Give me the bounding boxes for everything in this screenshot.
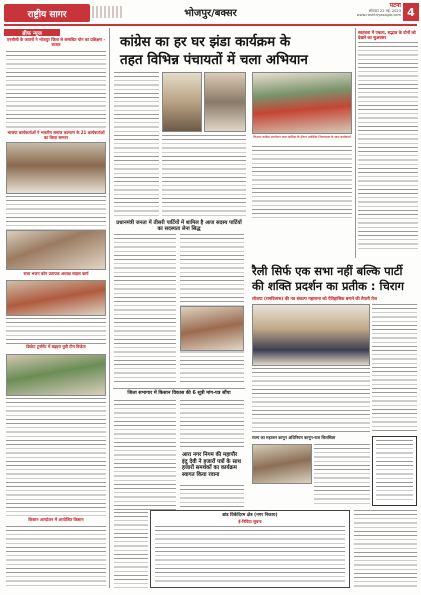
feature-body-right xyxy=(372,304,417,434)
page-number: 4 xyxy=(403,3,419,21)
edition-info xyxy=(357,4,401,18)
column-rule xyxy=(109,28,110,588)
main-subhead: प्रधानमंत्री जनता में तीसरी पार्टियों में शामिल है आज सदस्य पार्टियों का सदस्यता लेना सिद्ध xyxy=(116,220,242,233)
main-headline-line2: तहत विभिन्न पंचायतों में चला अभियान xyxy=(120,52,308,68)
classified-ad-box xyxy=(372,436,417,506)
main-photo-1 xyxy=(162,72,202,132)
bottom-left-body-col2 xyxy=(180,400,244,450)
right-column-rule xyxy=(355,28,356,258)
main-photo-2 xyxy=(204,72,246,132)
date-line: सोमवार 22 मई, 2023 xyxy=(368,8,401,13)
feature-photo xyxy=(252,304,370,366)
notice-subhead: ई-निविदा सूचना xyxy=(238,519,262,524)
paper-logo: राष्ट्रीय सागर xyxy=(4,4,90,22)
feature-headline-line1: रैली सिर्फ एक सभा नहीं बल्कि पार्टी xyxy=(252,264,403,278)
bottom-right-photo xyxy=(252,444,312,484)
bottom-rule xyxy=(113,388,245,389)
main-photo-caption: किशान कांग्रेस आयोजन माना समीक्षा के दौरान उपस्थित जिलाध्यक्ष के साथ कार्यकर्ता xyxy=(253,135,351,139)
bottom-left-body-col3 xyxy=(114,512,148,588)
sub-photo xyxy=(180,306,244,351)
brief-news-header: ब्रीफ न्यूज xyxy=(4,29,60,36)
main-body-col2 xyxy=(162,135,246,218)
left-item2-body xyxy=(6,196,106,230)
left-item3-body xyxy=(6,318,106,344)
bottom-center-body xyxy=(180,485,244,509)
feature-subhead: लोजपा (रामविलास) की नव संकल्प महासभा को ऐतिहासिक बनाने की तैयारी तेज xyxy=(252,296,377,301)
left-item5-body xyxy=(6,526,106,588)
main-headline-line1: कांग्रेस का हर घर झंडा कार्यक्रम के xyxy=(120,34,291,50)
main-group-photo xyxy=(252,72,352,134)
bottom-center-headline: आरा नगर निगम की महापौर इंदु देवी ने हजारों पत्रों के साथ हजारों समर्थकों का कार्यक्रम स्वागत किया रवाना xyxy=(182,452,241,478)
left-photo-3 xyxy=(6,280,106,316)
left-photo-4 xyxy=(6,354,106,396)
left-item1-headline: एनसीसी के जवानों ने भोजपुर जिला से सम्बंधित योग का प्रशिक्षण - बाजार xyxy=(6,37,106,47)
feature-body xyxy=(252,368,370,434)
website: www.rashtriyasagar.com xyxy=(356,13,401,18)
edition-name: पटना xyxy=(389,2,401,9)
left-item1-body xyxy=(6,51,106,129)
sub-body-col1 xyxy=(114,234,176,384)
right-item-body xyxy=(358,42,418,252)
section-title: भोजपुर/बक्सर xyxy=(184,8,237,19)
bottom-right-headline: राज्य का महाजन कानून अधिनियम कानून-राज सिलसिला xyxy=(252,435,336,440)
right-item-headline: स्वतंत्रता में एकता, सद्भाव के दोनों को देखने का सुअवसर xyxy=(358,30,416,40)
left-item5-headline: किसान आन्दोलन में आयोजित किसान xyxy=(28,517,84,522)
left-photo-2 xyxy=(6,230,106,270)
feature-headline-line2: की शक्ति प्रदर्शन का प्रतीक : चिराग xyxy=(252,279,404,293)
left-item4-body xyxy=(6,398,106,516)
bottom-left-body-col1 xyxy=(114,400,176,510)
tender-notice xyxy=(150,510,350,588)
bottom-right-body xyxy=(314,444,370,506)
left-item2-headline: भाजपा कार्यकर्ताओं ने भारतीय समाज कल्याण के 21 कार्यकर्ताओं का किया सम्मान xyxy=(7,130,105,140)
footer-right-body xyxy=(354,510,417,588)
masthead-rule xyxy=(4,24,417,26)
left-photo-1 xyxy=(6,142,106,194)
left-item4-headline: क्रिकेट टूर्नामेंट में बड़हरा युवी टीम विजेता xyxy=(26,344,86,349)
main-body-col3 xyxy=(252,146,352,218)
notice-body xyxy=(155,526,345,584)
main-body-col1 xyxy=(114,72,159,218)
masthead xyxy=(0,0,421,26)
notice-headline: ब्रांड विकेंदिरम क्षेत्र (नगर निकाय) xyxy=(222,513,278,518)
left-item3-headline: राजा भजन कोन प्रतापक अध्यक्ष साहस कार्य xyxy=(23,271,89,276)
bottom-left-headline: जिला सभागार में किसान विकास की 6 सूत्री मांग-पत्र सौंपा xyxy=(127,391,231,396)
